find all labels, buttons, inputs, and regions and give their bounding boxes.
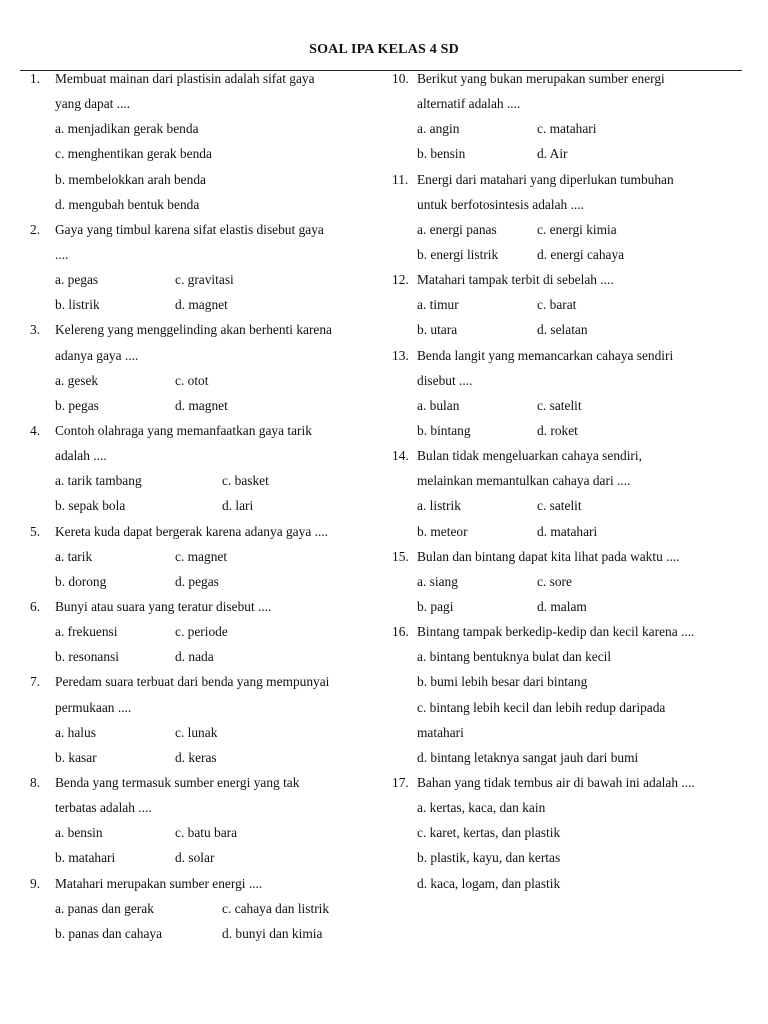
option-row: [392, 594, 744, 619]
option-row: [30, 845, 382, 870]
question-line: [392, 192, 744, 217]
question-line: [30, 66, 382, 91]
question-item: [392, 66, 744, 167]
question-line: [30, 669, 382, 694]
answer-option: b. sepak bola: [55, 498, 126, 514]
question-text: terbatas adalah ....: [55, 800, 152, 816]
question-text: Bulan dan bintang dapat kita lihat pada waktu ....: [417, 548, 680, 564]
answer-option: matahari: [417, 724, 464, 740]
answer-option: a. siang: [417, 573, 458, 589]
answer-option: a. listrik: [417, 498, 461, 514]
option-row: [30, 393, 382, 418]
question-text: Berikut yang bukan merupakan sumber energi: [417, 71, 665, 86]
option-row: [30, 644, 382, 669]
question-item: [30, 519, 382, 594]
question-text: Bulan tidak mengeluarkan cahaya sendiri,: [417, 448, 642, 464]
option-row: [392, 569, 744, 594]
option-row: [392, 116, 744, 141]
answer-option: a. energi panas: [417, 221, 497, 237]
answer-option: d. energi cahaya: [537, 246, 625, 262]
option-row: [30, 820, 382, 845]
answer-option: c. barat: [537, 297, 577, 313]
question-line: [30, 871, 382, 896]
answer-option: c. sore: [537, 573, 572, 589]
question-item: [30, 317, 382, 418]
question-text: permukaan ....: [55, 699, 132, 715]
question-number: 13.: [392, 347, 409, 363]
question-text: yang dapat ....: [55, 96, 131, 112]
question-line: [30, 695, 382, 720]
question-line: [30, 519, 382, 544]
answer-option: c. matahari: [537, 121, 597, 137]
question-item: [392, 267, 744, 342]
answer-option: a. halus: [55, 724, 96, 740]
question-text: Bintang tampak berkedip-kedip dan kecil karena ....: [417, 624, 695, 640]
option-row: [392, 695, 744, 720]
option-row: [392, 845, 744, 870]
question-number: 14.: [392, 448, 409, 464]
answer-option: d. mengubah bentuk benda: [55, 196, 200, 212]
question-item: [392, 167, 744, 268]
question-line: [30, 795, 382, 820]
question-line: [392, 443, 744, 468]
question-line: [392, 66, 744, 91]
question-item: [30, 770, 382, 871]
option-row: [392, 871, 744, 896]
question-item: [30, 669, 382, 770]
answer-option: d. malam: [537, 598, 587, 614]
answer-option: b. plastik, kayu, dan kertas: [417, 850, 561, 866]
question-text: Membuat mainan dari plastisin adalah sifat gaya: [55, 71, 315, 86]
option-row: [392, 820, 744, 845]
answer-option: a. bintang bentuknya bulat dan kecil: [417, 649, 612, 665]
option-row: [392, 745, 744, 770]
option-row: [392, 493, 744, 518]
option-row: [30, 921, 382, 946]
question-line: [392, 619, 744, 644]
answer-option: a. gesek: [55, 372, 99, 388]
answer-option: d. kaca, logam, dan plastik: [417, 875, 561, 891]
question-item: [392, 619, 744, 770]
option-row: [30, 544, 382, 569]
question-number: 2.: [30, 221, 41, 237]
option-row: [392, 720, 744, 745]
question-line: [392, 267, 744, 292]
answer-option: a. bensin: [55, 825, 103, 841]
question-text: Bunyi atau suara yang teratur disebut ....: [55, 598, 272, 614]
answer-option: b. bumi lebih besar dari bintang: [417, 674, 588, 690]
answer-option: a. pegas: [55, 272, 99, 288]
question-number: 1.: [30, 71, 41, 86]
option-row: [30, 619, 382, 644]
answer-option: d. magnet: [175, 297, 228, 313]
answer-option: c. energi kimia: [537, 221, 617, 237]
answer-option: c. satelit: [537, 498, 582, 514]
answer-option: d. selatan: [537, 322, 588, 338]
question-number: 10.: [392, 71, 409, 86]
option-row: [30, 167, 382, 192]
question-line: [392, 343, 744, 368]
question-number: 9.: [30, 875, 41, 891]
question-line: [30, 770, 382, 795]
option-row: [30, 569, 382, 594]
answer-option: d. Air: [537, 146, 568, 162]
answer-option: c. karet, kertas, dan plastik: [417, 825, 561, 841]
answer-option: a. bulan: [417, 397, 460, 413]
question-number: 11.: [392, 171, 409, 187]
question-line: [30, 594, 382, 619]
answer-option: b. listrik: [55, 297, 100, 313]
question-text: alternatif adalah ....: [417, 96, 521, 112]
option-row: [392, 519, 744, 544]
question-text: Contoh olahraga yang memanfaatkan gaya tarik: [55, 422, 312, 438]
question-number: 15.: [392, 548, 409, 564]
answer-option: c. otot: [175, 372, 209, 388]
question-text: Kereta kuda dapat bergerak karena adanya gaya ....: [55, 523, 328, 539]
option-row: [392, 217, 744, 242]
question-line: [30, 91, 382, 116]
question-text: Bahan yang tidak tembus air di bawah ini adalah ....: [417, 774, 695, 790]
question-item: [30, 66, 382, 217]
option-row: [30, 368, 382, 393]
question-line: [30, 317, 382, 342]
question-item: [392, 770, 744, 896]
option-row: [30, 141, 382, 166]
answer-option: d. magnet: [175, 397, 228, 413]
question-number: 3.: [30, 322, 41, 338]
option-row: [392, 795, 744, 820]
question-item: [30, 418, 382, 519]
answer-option: b. resonansi: [55, 649, 119, 665]
question-number: 4.: [30, 422, 41, 438]
answer-option: c. lunak: [175, 724, 218, 740]
answer-option: a. menjadikan gerak benda: [55, 121, 199, 137]
answer-option: d. keras: [175, 749, 217, 765]
question-number: 5.: [30, 523, 41, 539]
answer-option: d. matahari: [537, 523, 598, 539]
page-title: SOAL IPA KELAS 4 SD: [309, 42, 459, 57]
option-row: [30, 267, 382, 292]
question-text: Benda yang termasuk sumber energi yang tak: [55, 774, 300, 790]
question-text: untuk berfotosintesis adalah ....: [417, 196, 584, 212]
answer-option: b. dorong: [55, 573, 107, 589]
answer-option: a. frekuensi: [55, 624, 118, 640]
question-line: [392, 91, 744, 116]
option-row: [30, 468, 382, 493]
question-number: 7.: [30, 674, 41, 690]
option-row: [392, 669, 744, 694]
question-text: Matahari merupakan sumber energi ....: [55, 875, 263, 891]
answer-option: d. roket: [537, 422, 578, 438]
question-line: [30, 217, 382, 242]
option-row: [30, 116, 382, 141]
answer-option: a. tarik tambang: [55, 473, 142, 489]
answer-option: c. magnet: [175, 548, 228, 564]
option-row: [392, 393, 744, 418]
answer-option: a. panas dan gerak: [55, 900, 154, 916]
answer-option: d. lari: [222, 498, 254, 514]
answer-option: d. pegas: [175, 573, 219, 589]
question-line: [30, 418, 382, 443]
question-text: disebut ....: [417, 372, 473, 388]
left-column: [30, 66, 382, 946]
option-row: [30, 292, 382, 317]
question-line: [30, 343, 382, 368]
right-column: [392, 66, 744, 896]
answer-option: a. timur: [417, 297, 459, 313]
answer-option: b. utara: [417, 322, 458, 338]
option-row: [30, 896, 382, 921]
question-text: adanya gaya ....: [55, 347, 139, 363]
answer-option: d. bintang letaknya sangat jauh dari bumi: [417, 749, 639, 765]
question-line: [392, 167, 744, 192]
answer-option: a. angin: [417, 121, 460, 137]
question-text: adalah ....: [55, 448, 107, 464]
answer-option: c. menghentikan gerak benda: [55, 146, 212, 162]
answer-option: c. bintang lebih kecil dan lebih redup daripada: [417, 699, 666, 715]
option-row: [30, 720, 382, 745]
question-line: [392, 544, 744, 569]
answer-option: b. bintang: [417, 422, 471, 438]
answer-option: b. meteor: [417, 523, 468, 539]
answer-option: d. bunyi dan kimia: [222, 925, 323, 941]
answer-option: b. panas dan cahaya: [55, 925, 163, 941]
question-item: [30, 871, 382, 946]
answer-option: b. pagi: [417, 598, 454, 614]
question-text: ....: [55, 246, 69, 262]
option-row: [30, 192, 382, 217]
option-row: [392, 292, 744, 317]
question-number: 17.: [392, 774, 409, 790]
question-line: [392, 368, 744, 393]
answer-option: b. membelokkan arah benda: [55, 171, 206, 187]
answer-option: a. kertas, kaca, dan kain: [417, 800, 546, 816]
option-row: [392, 644, 744, 669]
question-text: melainkan memantulkan cahaya dari ....: [417, 473, 631, 489]
question-line: [30, 443, 382, 468]
question-text: Peredam suara terbuat dari benda yang mempunyai: [55, 674, 330, 690]
question-number: 16.: [392, 624, 409, 640]
answer-option: b. pegas: [55, 397, 99, 413]
question-number: 12.: [392, 272, 409, 288]
option-row: [30, 745, 382, 770]
option-row: [392, 242, 744, 267]
question-number: 6.: [30, 598, 41, 614]
answer-option: d. solar: [175, 850, 215, 866]
question-text: Benda langit yang memancarkan cahaya sendiri: [417, 347, 674, 363]
question-item: [392, 544, 744, 619]
answer-option: c. periode: [175, 624, 228, 640]
answer-option: d. nada: [175, 649, 214, 665]
question-line: [392, 770, 744, 795]
answer-option: b. kasar: [55, 749, 97, 765]
question-line: [392, 468, 744, 493]
option-row: [30, 493, 382, 518]
answer-option: b. bensin: [417, 146, 466, 162]
answer-option: c. basket: [222, 473, 269, 489]
answer-option: b. energi listrik: [417, 246, 499, 262]
option-row: [392, 418, 744, 443]
question-line: [30, 242, 382, 267]
answer-option: c. satelit: [537, 397, 582, 413]
answer-option: c. batu bara: [175, 825, 238, 841]
question-text: Kelereng yang menggelinding akan berhenti karena: [55, 322, 332, 338]
question-text: Gaya yang timbul karena sifat elastis disebut gaya: [55, 221, 324, 237]
answer-option: c. gravitasi: [175, 272, 234, 288]
question-item: [392, 343, 744, 444]
answer-option: c. cahaya dan listrik: [222, 900, 330, 916]
question-number: 8.: [30, 774, 41, 790]
answer-option: a. tarik: [55, 548, 93, 564]
question-item: [30, 594, 382, 669]
question-text: Matahari tampak terbit di sebelah ....: [417, 272, 614, 288]
question-item: [392, 443, 744, 544]
option-row: [392, 141, 744, 166]
question-item: [30, 217, 382, 318]
option-row: [392, 317, 744, 342]
question-text: Energi dari matahari yang diperlukan tumbuhan: [417, 171, 674, 187]
answer-option: b. matahari: [55, 850, 116, 866]
